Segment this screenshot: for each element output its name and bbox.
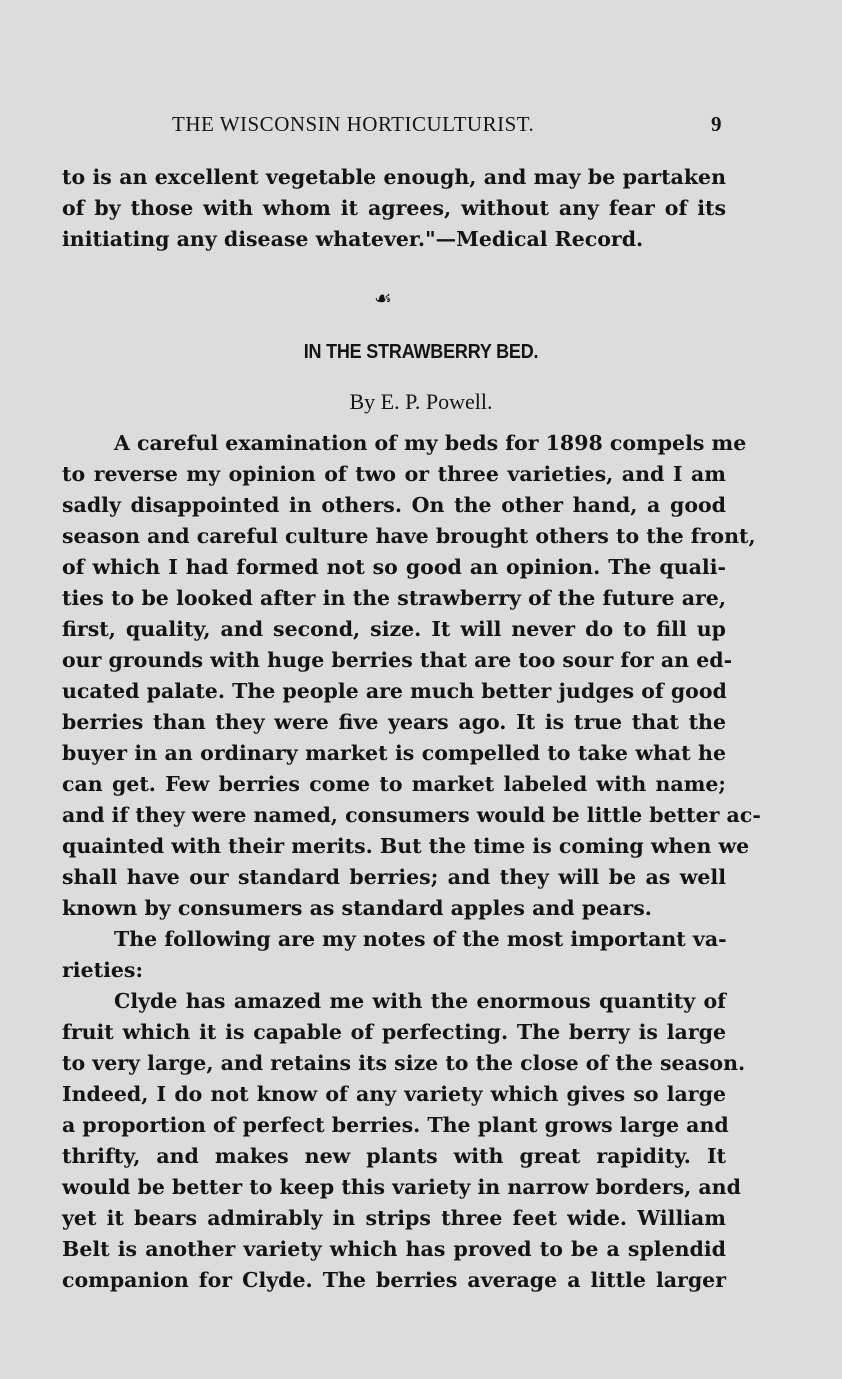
- text-line: season and careful culture have brought others to the front,: [62, 524, 756, 548]
- section-ornament: ☙: [374, 286, 392, 310]
- text-line: can get. Few berries come to market labeled with name;: [62, 772, 726, 796]
- text-line: companion for Clyde. The berries average a little larger: [62, 1268, 726, 1292]
- text-line: ucated palate. The people are much better judges of good: [62, 679, 727, 703]
- text-line: to is an excellent vegetable enough, and may be partaken: [62, 165, 726, 189]
- text-line: initiating any disease whatever."—Medical Record.: [62, 227, 644, 251]
- article-title: IN THE STRAWBERRY BED.: [303, 339, 539, 363]
- text-line: to reverse my opinion of two or three varieties, and I am: [62, 462, 726, 486]
- text-line: fruit which it is capable of perfecting. The berry is large: [62, 1020, 726, 1044]
- text-line: of by those with whom it agrees, without any fear of its: [62, 196, 726, 220]
- text-line: would be better to keep this variety in narrow borders, and: [62, 1175, 741, 1199]
- text-line: and if they were named, consumers would be little better ac-: [62, 803, 761, 827]
- text-line: yet it bears admirably in strips three feet wide. William: [62, 1206, 726, 1230]
- text-line: berries than they were five years ago. It is true that the: [62, 710, 726, 734]
- page-number: 9: [711, 112, 722, 136]
- text-line: to very large, and retains its size to the close of the season.: [62, 1051, 746, 1075]
- text-line: buyer in an ordinary market is compelled to take what he: [62, 741, 726, 765]
- article-byline: By E. P. Powell.: [349, 389, 493, 414]
- text-line: rieties:: [62, 958, 144, 982]
- text-line: thrifty, and makes new plants with great rapidity. It: [62, 1144, 726, 1168]
- text-line: our grounds with huge berries that are too sour for an ed-: [62, 648, 733, 672]
- running-header: [0, 112, 842, 142]
- text-line: of which I had formed not so good an opinion. The quali-: [62, 555, 726, 579]
- text-line: known by consumers as standard apples and pears.: [62, 896, 652, 920]
- text-line: The following are my notes of the most important va-: [114, 927, 727, 951]
- journal-title: THE WISCONSIN HORTICULTURIST.: [172, 112, 535, 136]
- text-line: ties to be looked after in the strawberry of the future are,: [62, 586, 726, 610]
- text-line: shall have our standard berries; and they will be as well: [62, 865, 726, 889]
- text-line: sadly disappointed in others. On the other hand, a good: [62, 493, 726, 517]
- text-line: Indeed, I do not know of any variety which gives so large: [62, 1082, 726, 1106]
- text-line: a proportion of perfect berries. The plant grows large and: [62, 1113, 729, 1137]
- text-line: first, quality, and second, size. It will never do to fill up: [62, 617, 726, 641]
- text-line: quainted with their merits. But the time is coming when we: [62, 834, 750, 858]
- text-line: Clyde has amazed me with the enormous quantity of: [114, 989, 726, 1013]
- text-line: Belt is another variety which has proved to be a splendid: [62, 1237, 726, 1261]
- text-line: A careful examination of my beds for 1898 compels me: [114, 431, 747, 455]
